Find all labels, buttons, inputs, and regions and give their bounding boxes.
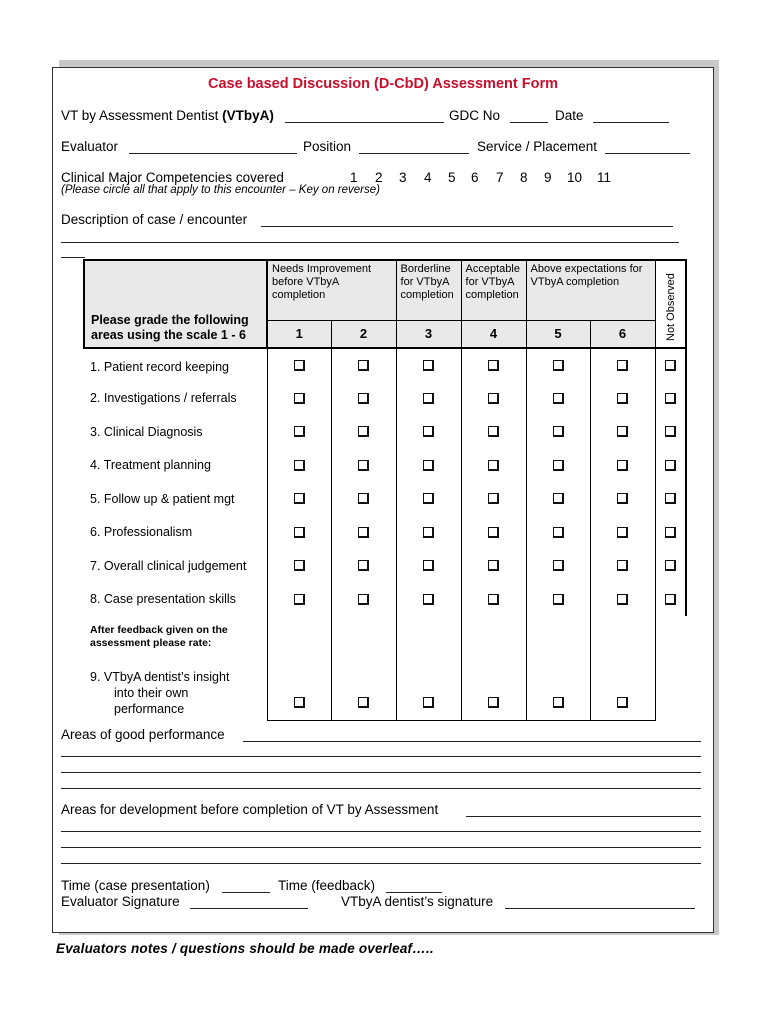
- good-performance-line4[interactable]: [61, 788, 701, 789]
- gdc-field[interactable]: [510, 122, 548, 123]
- grade-cell-1[interactable]: [267, 549, 331, 583]
- position-label: Position: [303, 139, 352, 154]
- grade-cell-3[interactable]: [396, 549, 461, 583]
- grade-cell-2[interactable]: [331, 449, 396, 483]
- header-needs-improvement: Needs Improvement before VTbyA completion: [267, 260, 396, 320]
- competency-number[interactable]: 6: [471, 170, 479, 185]
- row-label: 2. Investigations / referrals: [90, 391, 237, 406]
- row-label: 8. Case presentation skills: [90, 592, 236, 607]
- grading-table: [83, 259, 687, 721]
- scale-4: 4: [461, 320, 526, 348]
- grade-cell-2[interactable]: [331, 415, 396, 449]
- checkbox[interactable]: [553, 426, 564, 437]
- development-label: Areas for development before completion of VT by Assessment: [61, 802, 439, 817]
- vt-dentist-label: VT by Assessment Dentist (VTbyA): [61, 108, 274, 123]
- grade-cell-5[interactable]: [526, 482, 590, 516]
- scale-5: 5: [526, 320, 590, 348]
- grade-cell-1[interactable]: [267, 382, 331, 416]
- development-line2[interactable]: [61, 831, 701, 832]
- service-field[interactable]: [605, 153, 690, 154]
- competency-number[interactable]: 9: [544, 170, 552, 185]
- item9-grade-4[interactable]: [461, 666, 526, 720]
- header-above-expectations: Above expectations for VTbyA completion: [526, 260, 655, 320]
- competency-number[interactable]: 8: [520, 170, 528, 185]
- checkbox[interactable]: [294, 360, 305, 371]
- grade-cell-1[interactable]: [267, 516, 331, 550]
- item9-grade-3[interactable]: [396, 666, 461, 720]
- evaluator-label: Evaluator: [61, 139, 119, 154]
- competency-number[interactable]: 7: [496, 170, 504, 185]
- grade-cell-3[interactable]: [396, 382, 461, 416]
- grade-cell-5[interactable]: [526, 449, 590, 483]
- competency-number[interactable]: 10: [567, 170, 583, 185]
- evaluator-field[interactable]: [129, 153, 297, 154]
- checkbox[interactable]: [553, 697, 564, 708]
- grade-cell-2[interactable]: [331, 516, 396, 550]
- grade-cell-3[interactable]: [396, 449, 461, 483]
- checkbox[interactable]: [423, 426, 434, 437]
- table-row: [84, 348, 686, 382]
- checkbox[interactable]: [358, 360, 369, 371]
- checkbox[interactable]: [423, 460, 434, 471]
- grade-cell-1[interactable]: [267, 482, 331, 516]
- competency-number[interactable]: 3: [399, 170, 407, 185]
- grade-cell-5[interactable]: [526, 415, 590, 449]
- grade-cell-4[interactable]: [461, 583, 526, 617]
- grade-cell-2[interactable]: [331, 583, 396, 617]
- development-line1[interactable]: [466, 816, 701, 817]
- description-field-line1[interactable]: [261, 226, 673, 227]
- time-presentation-label: Time (case presentation): [61, 878, 210, 893]
- grade-cell-6[interactable]: [590, 415, 655, 449]
- grade-prompt: Please grade the following areas using the scale 1 - 6: [84, 260, 267, 348]
- table-row: [84, 549, 686, 583]
- grade-cell-4[interactable]: [461, 382, 526, 416]
- checkbox[interactable]: [294, 594, 305, 605]
- competency-number[interactable]: 2: [375, 170, 383, 185]
- grade-cell-1[interactable]: [267, 348, 331, 382]
- checkbox[interactable]: [665, 393, 676, 404]
- checkbox[interactable]: [553, 594, 564, 605]
- grade-cell-2[interactable]: [331, 382, 396, 416]
- scale-1: 1: [267, 320, 331, 348]
- checkbox[interactable]: [617, 560, 628, 571]
- grade-cell-3[interactable]: [396, 482, 461, 516]
- row-label: 6. Professionalism: [90, 525, 193, 540]
- feedback-note: After feedback given on the assessment please rate:: [90, 624, 228, 649]
- row-label: 5. Follow up & patient mgt: [90, 491, 235, 506]
- scale-6: 6: [590, 320, 655, 348]
- grade-cell-6[interactable]: [590, 449, 655, 483]
- evaluator-signature-label: Evaluator Signature: [61, 894, 180, 909]
- checkbox[interactable]: [488, 527, 499, 538]
- row-label: 3. Clinical Diagnosis: [90, 424, 203, 439]
- grade-cell-6[interactable]: [590, 348, 655, 382]
- grade-cell-4[interactable]: [461, 516, 526, 550]
- not-observed-cell[interactable]: [655, 549, 686, 583]
- grade-cell-6[interactable]: [590, 382, 655, 416]
- grade-cell-3[interactable]: [396, 415, 461, 449]
- header-borderline: Borderline for VTbyA completion: [396, 260, 461, 320]
- grade-cell-4[interactable]: [461, 449, 526, 483]
- checkbox[interactable]: [665, 560, 676, 571]
- vtbya-signature-field[interactable]: [505, 908, 695, 909]
- position-field[interactable]: [359, 153, 469, 154]
- not-observed-cell[interactable]: [655, 516, 686, 550]
- description-field-line3[interactable]: [61, 257, 85, 258]
- checkbox[interactable]: [294, 493, 305, 504]
- grade-cell-5[interactable]: [526, 583, 590, 617]
- not-observed-cell[interactable]: [655, 382, 686, 416]
- service-label: Service / Placement: [477, 139, 598, 154]
- competency-number[interactable]: 11: [597, 170, 612, 185]
- scale-3: 3: [396, 320, 461, 348]
- checkbox[interactable]: [294, 560, 305, 571]
- checkbox[interactable]: [423, 560, 434, 571]
- item9-grade-5[interactable]: [526, 666, 590, 720]
- scale-2: 2: [331, 320, 396, 348]
- checkbox[interactable]: [488, 493, 499, 504]
- good-performance-line3[interactable]: [61, 772, 701, 773]
- checkbox[interactable]: [488, 560, 499, 571]
- gdc-label: GDC No: [449, 108, 501, 123]
- grade-cell-2[interactable]: [331, 482, 396, 516]
- good-performance-label: Areas of good performance: [61, 727, 225, 742]
- table-row: [84, 415, 686, 449]
- competencies-hint: (Please circle all that apply to this encounter – Key on reverse): [61, 184, 380, 196]
- description-label: Description of case / encounter: [61, 212, 248, 227]
- vt-dentist-field[interactable]: [285, 122, 444, 123]
- not-observed-cell[interactable]: [655, 583, 686, 617]
- checkbox[interactable]: [665, 493, 676, 504]
- description-field-line2[interactable]: [61, 242, 679, 243]
- checkbox[interactable]: [294, 697, 305, 708]
- row-label: 4. Treatment planning: [90, 458, 211, 473]
- checkbox[interactable]: [358, 527, 369, 538]
- checkbox[interactable]: [294, 460, 305, 471]
- development-line4[interactable]: [61, 863, 701, 864]
- grade-cell-3[interactable]: [396, 516, 461, 550]
- checkbox[interactable]: [665, 594, 676, 605]
- checkbox[interactable]: [358, 493, 369, 504]
- row-label: 7. Overall clinical judgement: [90, 558, 247, 573]
- row-label: 1. Patient record keeping: [90, 360, 229, 375]
- grade-cell-6[interactable]: [590, 516, 655, 550]
- not-observed-cell[interactable]: [655, 348, 686, 382]
- grade-cell-6[interactable]: [590, 583, 655, 617]
- competency-number[interactable]: 1: [350, 170, 358, 185]
- checkbox[interactable]: [617, 360, 628, 371]
- checkbox[interactable]: [423, 493, 434, 504]
- checkbox[interactable]: [665, 360, 676, 371]
- checkbox[interactable]: [617, 393, 628, 404]
- checkbox[interactable]: [553, 460, 564, 471]
- grade-cell-5[interactable]: [526, 382, 590, 416]
- checkbox[interactable]: [488, 426, 499, 437]
- competencies-label: Clinical Major Competencies covered: [61, 170, 284, 185]
- checkbox[interactable]: [423, 527, 434, 538]
- checkbox[interactable]: [358, 594, 369, 605]
- competency-number[interactable]: 4: [424, 170, 432, 185]
- checkbox[interactable]: [617, 594, 628, 605]
- checkbox[interactable]: [553, 360, 564, 371]
- checkbox[interactable]: [358, 460, 369, 471]
- checkbox[interactable]: [617, 527, 628, 538]
- date-field[interactable]: [593, 122, 669, 123]
- grade-cell-4[interactable]: [461, 348, 526, 382]
- not-observed-cell[interactable]: [655, 415, 686, 449]
- checkbox[interactable]: [665, 426, 676, 437]
- checkbox[interactable]: [294, 426, 305, 437]
- grade-cell-3[interactable]: [396, 583, 461, 617]
- grade-cell-5[interactable]: [526, 348, 590, 382]
- checkbox[interactable]: [553, 527, 564, 538]
- checkbox[interactable]: [553, 560, 564, 571]
- checkbox[interactable]: [423, 697, 434, 708]
- grade-cell-1[interactable]: [267, 415, 331, 449]
- checkbox[interactable]: [553, 493, 564, 504]
- checkbox[interactable]: [358, 426, 369, 437]
- table-row: [84, 449, 686, 483]
- checkbox[interactable]: [617, 697, 628, 708]
- date-label: Date: [555, 108, 584, 123]
- assessment-form-page: [52, 67, 714, 933]
- grade-cell-6[interactable]: [590, 482, 655, 516]
- good-performance-line1[interactable]: [243, 741, 701, 742]
- time-feedback-label: Time (feedback): [278, 878, 376, 893]
- grade-cell-6[interactable]: [590, 549, 655, 583]
- checkbox[interactable]: [294, 527, 305, 538]
- table-row: [84, 583, 686, 617]
- table-row-insight: [84, 666, 686, 720]
- grade-cell-4[interactable]: [461, 482, 526, 516]
- good-performance-line2[interactable]: [61, 756, 701, 757]
- checkbox[interactable]: [488, 594, 499, 605]
- item9-label: 9. VTbyA dentist’s insight into their own performance: [90, 670, 230, 716]
- checkbox[interactable]: [423, 594, 434, 605]
- table-row: [84, 516, 686, 550]
- competency-number[interactable]: 5: [448, 170, 456, 185]
- checkbox[interactable]: [488, 393, 499, 404]
- checkbox[interactable]: [488, 460, 499, 471]
- grade-cell-4[interactable]: [461, 549, 526, 583]
- grade-cell-4[interactable]: [461, 415, 526, 449]
- header-not-observed: Not Observed: [655, 260, 686, 348]
- checkbox[interactable]: [358, 393, 369, 404]
- form-title: Case based Discussion (D-CbD) Assessment Form: [208, 76, 558, 92]
- grade-cell-5[interactable]: [526, 516, 590, 550]
- grade-cell-1[interactable]: [267, 583, 331, 617]
- checkbox[interactable]: [423, 360, 434, 371]
- checkbox[interactable]: [617, 426, 628, 437]
- evaluator-signature-field[interactable]: [190, 908, 308, 909]
- table-row: [84, 382, 686, 416]
- checkbox[interactable]: [358, 560, 369, 571]
- header-acceptable: Acceptable for VTbyA completion: [461, 260, 526, 320]
- item9-grade-2[interactable]: [331, 666, 396, 720]
- time-presentation-field[interactable]: [222, 892, 270, 893]
- checkbox[interactable]: [488, 697, 499, 708]
- footer-note: Evaluators notes / questions should be made overleaf…..: [56, 941, 434, 956]
- item9-grade-6[interactable]: [590, 666, 655, 720]
- checkbox[interactable]: [617, 493, 628, 504]
- checkbox[interactable]: [294, 393, 305, 404]
- grade-cell-1[interactable]: [267, 449, 331, 483]
- item9-grade-1[interactable]: [267, 666, 331, 720]
- grade-cell-2[interactable]: [331, 549, 396, 583]
- not-observed-cell[interactable]: [655, 449, 686, 483]
- grade-cell-2[interactable]: [331, 348, 396, 382]
- time-feedback-field[interactable]: [386, 892, 442, 893]
- checkbox[interactable]: [617, 460, 628, 471]
- table-row: [84, 482, 686, 516]
- vtbya-signature-label: VTbyA dentist’s signature: [341, 894, 494, 909]
- checkbox[interactable]: [423, 393, 434, 404]
- not-observed-cell[interactable]: [655, 482, 686, 516]
- checkbox[interactable]: [553, 393, 564, 404]
- checkbox[interactable]: [488, 360, 499, 371]
- development-line3[interactable]: [61, 847, 701, 848]
- checkbox[interactable]: [665, 527, 676, 538]
- checkbox[interactable]: [665, 460, 676, 471]
- checkbox[interactable]: [358, 697, 369, 708]
- grade-cell-3[interactable]: [396, 348, 461, 382]
- grade-cell-5[interactable]: [526, 549, 590, 583]
